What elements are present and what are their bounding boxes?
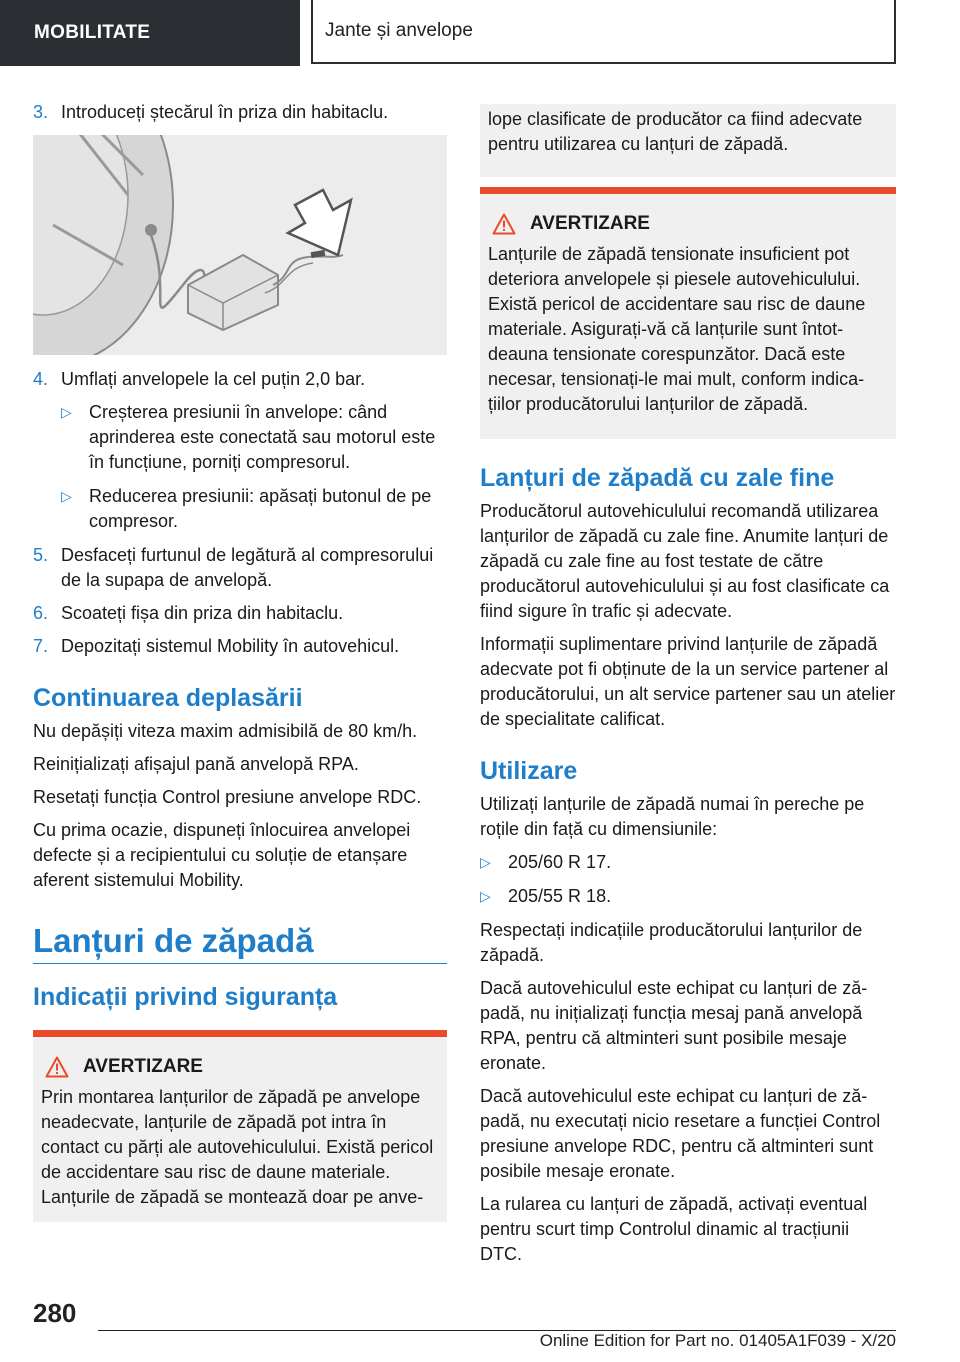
step-text: Scoateți fișa din priza din habitaclu. — [61, 603, 344, 623]
step-number: 5. — [33, 545, 49, 565]
paragraph: Utilizați lanțurile de zăpadă numai în pereche pe roțile din față cu dimensiunile: — [480, 794, 865, 839]
step-text: Depozitați sistemul Mobility în autovehicul. — [61, 636, 400, 656]
step-text: Umflați anvelopele la cel puțin 2,0 bar. — [61, 369, 366, 389]
triangle-bullet-icon: ▷ — [480, 854, 491, 870]
warning-continuation: lope clasificate de producător ca fiind adecvate pentru utilizarea cu lanțuri de zăpadă. — [480, 104, 896, 177]
size-item — [480, 884, 896, 909]
paragraph: Nu depășiți viteza maxim admisibilă de 80 km/h. — [33, 721, 418, 741]
section-title: MOBILITATE — [0, 0, 300, 66]
bullet-text: Creșterea presiunii în anvelope: când aprinderea este conectată sau motorul este în funcțiune, porniți compresorul. — [89, 402, 436, 472]
warning-box — [480, 187, 896, 439]
triangle-bullet-icon: ▷ — [61, 404, 72, 420]
footer-edition: Online Edition for Part no. 01405A1F039 - X/20 — [539, 1331, 896, 1350]
step-text: Desfaceți furtunul de legătură al compresorului de la supapa de anvelopă. — [61, 545, 434, 590]
step-3 — [33, 100, 447, 125]
heading-continue: Continuarea deplasării — [33, 684, 303, 712]
warning-title — [41, 1055, 437, 1079]
step-number: 4. — [33, 369, 49, 389]
left-column — [33, 100, 447, 1222]
step-number: 7. — [33, 636, 49, 656]
triangle-bullet-icon: ▷ — [61, 488, 72, 504]
paragraph: Resetați funcția Control presiune anvelope RDC. — [33, 787, 422, 807]
paragraph: Reinițializați afișajul pană anvelopă RPA. — [33, 754, 359, 774]
step-text: Introduceți ștecărul în priza din habitaclu. — [61, 102, 389, 122]
step-number: 3. — [33, 102, 49, 122]
paragraph: Cu prima ocazie, dispuneți înlocuirea anvelopei defecte și a recipientului cu soluție de etanșare aferent sistemului Mobility. — [33, 820, 411, 890]
triangle-bullet-icon: ▷ — [480, 888, 491, 904]
heading-usage: Utilizare — [480, 757, 578, 785]
page-header — [0, 0, 960, 66]
step-5 — [33, 543, 447, 593]
heading-fine-chains: Lanțuri de zăpadă cu zale fine — [480, 464, 835, 492]
warning-triangle-icon — [45, 1056, 69, 1078]
compressor-image — [33, 135, 447, 355]
paragraph: Informații suplimentare privind lanțurile de zăpadă adecvate pot fi obținute de la un service partener al producătorului, un alt service partener sau un atelier de specialitate calificat. — [480, 634, 896, 729]
size-text: 205/60 R 17. — [508, 852, 612, 872]
heading-safety: Indicații privind siguranța — [33, 983, 338, 1011]
warning-text: Prin montarea lanțurilor de zăpadă pe anvelope neadecvate, lanțurile de zăpadă pot intra în contact cu părți ale autovehiculului. Există pericol de accidentare sau risc de daune materiale. Lanțurile de zăpadă se montează doar pe anve- — [41, 1087, 434, 1207]
paragraph: Producătorul autovehiculului recomandă utilizarea lanțurilor de zăpadă cu zale fine. Anumite lanțuri de zăpadă cu zale fine au fost testate de către producătorul autovehiculului și au fost clasificate ca fiind sigure în trafic și adecvate. — [480, 501, 890, 621]
step-4 — [33, 367, 447, 392]
warning-title — [488, 212, 886, 236]
chapter-title: Jante și anvelope — [311, 0, 896, 64]
warning-title-text: AVERTIZARE — [530, 213, 650, 234]
warning-title-text: AVERTIZARE — [83, 1056, 203, 1077]
bullet-item — [61, 484, 447, 534]
size-text: 205/55 R 18. — [508, 886, 612, 906]
paragraph: Dacă autovehiculul este echipat cu lanțuri de zăpadă, nu executați nicio resetare a funcției Control presiune anvelope RDC, pentru că altminteri sunt posibile mesaje eronate. — [480, 1086, 881, 1181]
warning-text: Lanțurile de zăpadă tensionate insuficient pot deteriora anvelopele și piesele autovehiculului. Există pericol de accidentare sau risc de daune materiale. Asigurați-vă că lanțurile sunt întotdeauna tensionate corespunzător. Dacă este necesar, tensionați-le mai mult, conform indicațiilor producătorului lanțurilor de zăpadă. — [488, 244, 866, 414]
step-6 — [33, 601, 447, 626]
warning-box — [33, 1030, 447, 1222]
warning-triangle-icon — [492, 213, 516, 235]
paragraph: Respectați indicațiile producătorului lanțurilor de zăpadă. — [480, 920, 863, 965]
bullet-item — [61, 400, 447, 475]
heading-snow-chains: Lanțuri de zăpadă — [33, 921, 447, 964]
right-column — [480, 104, 896, 1275]
paragraph: Dacă autovehiculul este echipat cu lanțuri de zăpadă, nu inițializați funcția mesaj pană anvelopă RPA, pentru că altminteri sunt posibile mesaje eronate. — [480, 978, 868, 1073]
size-item — [480, 850, 896, 875]
step-7 — [33, 634, 447, 659]
page-number: 280 — [33, 1298, 77, 1328]
compressor-illustration — [33, 135, 447, 355]
bullet-text: Reducerea presiunii: apăsați butonul de pe compresor. — [89, 486, 432, 531]
paragraph: La rularea cu lanțuri de zăpadă, activați eventual pentru scurt timp Controlul dinamic al tracțiunii DTC. — [480, 1194, 868, 1264]
step-number: 6. — [33, 603, 49, 623]
